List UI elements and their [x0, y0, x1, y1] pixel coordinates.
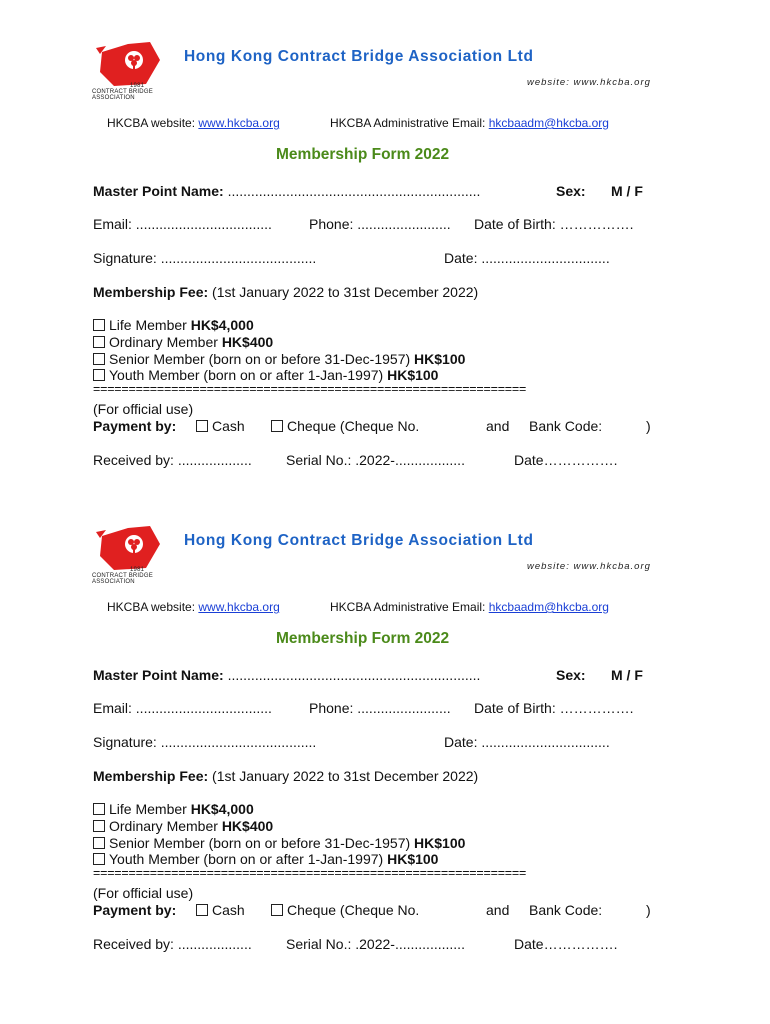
checkbox[interactable] [271, 420, 283, 432]
and-label: and [486, 418, 510, 434]
logo-caption [92, 83, 182, 101]
checkbox[interactable] [196, 420, 208, 432]
and-label: and [486, 902, 510, 918]
logo-caption-text: CONTRACT BRIDGE ASSOCIATION [92, 89, 153, 101]
dob-field[interactable]: Date of Birth: ……………. [474, 700, 634, 716]
phone-field[interactable]: Phone: ........................ [309, 700, 451, 716]
website-line [107, 116, 280, 130]
close-paren: ) [646, 418, 651, 434]
org-website-banner: website: www.hkcba.org [527, 77, 651, 88]
option-youth-member[interactable] [93, 367, 438, 383]
form-title: Membership Form 2022 [276, 146, 450, 163]
website-label: HKCBA website: [107, 600, 196, 614]
master-point-field[interactable] [93, 183, 480, 199]
master-point-label: Master Point Name: [93, 183, 224, 199]
website-link[interactable]: www.hkcba.org [198, 600, 280, 614]
sex-options[interactable]: M / F [611, 183, 643, 199]
option-price: HK$4,000 [190, 317, 254, 333]
sex-options[interactable]: M / F [611, 667, 643, 683]
option-label: Youth Member (born on or after 1-Jan-1997) [109, 851, 388, 867]
checkbox[interactable] [93, 336, 105, 348]
website-label: HKCBA website: [107, 116, 196, 130]
serial-no-field[interactable]: Serial No.: .2022-.................. [286, 936, 465, 952]
checkbox[interactable] [93, 837, 105, 849]
official-date-field[interactable]: Date……………. [514, 452, 618, 468]
payment-label: Payment by: [93, 902, 177, 918]
option-ordinary-member[interactable] [93, 334, 273, 350]
phone-field[interactable]: Phone: ........................ [309, 216, 451, 232]
separator: ============================================================= [93, 866, 527, 880]
membership-fee-line [93, 284, 478, 300]
checkbox[interactable] [93, 353, 105, 365]
membership-fee-line [93, 768, 478, 784]
cash-option[interactable]: Cash [196, 418, 245, 434]
email-link[interactable]: hkcbaadm@hkcba.org [488, 600, 609, 614]
logo-caption-year: 1981 [130, 567, 145, 573]
cheque-option[interactable]: Cheque (Cheque No. [271, 418, 419, 434]
cheque-option[interactable]: Cheque (Cheque No. [271, 902, 419, 918]
option-label: Senior Member (born on or before 31-Dec-1957) [109, 835, 415, 851]
membership-form-1 [0, 0, 770, 484]
fee-label: Membership Fee: [93, 768, 209, 784]
checkbox[interactable] [93, 803, 105, 815]
payment-label: Payment by: [93, 418, 177, 434]
option-senior-member[interactable] [93, 351, 465, 367]
sex-label: Sex: [556, 183, 586, 199]
checkbox[interactable] [271, 904, 283, 916]
email-label: HKCBA Administrative Email: [330, 600, 486, 614]
option-price: HK$400 [221, 818, 274, 834]
website-line [107, 600, 280, 614]
received-by-field[interactable]: Received by: ................... [93, 936, 252, 952]
org-name: Hong Kong Contract Bridge Association Ltd [184, 48, 534, 65]
option-price: HK$100 [387, 367, 439, 383]
option-label: Life Member [109, 317, 191, 333]
option-label: Ordinary Member [109, 818, 222, 834]
master-point-field[interactable] [93, 667, 480, 683]
option-price: HK$4,000 [190, 801, 254, 817]
option-price: HK$100 [414, 351, 466, 367]
membership-form-2 [0, 484, 770, 968]
checkbox[interactable] [93, 369, 105, 381]
master-point-dots: ................................................................. [223, 667, 481, 683]
cash-option[interactable]: Cash [196, 902, 245, 918]
checkbox[interactable] [196, 904, 208, 916]
option-label: Youth Member (born on or after 1-Jan-1997) [109, 367, 388, 383]
option-life-member[interactable] [93, 317, 254, 333]
fee-period: (1st January 2022 to 31st December 2022) [208, 768, 479, 784]
fee-label: Membership Fee: [93, 284, 209, 300]
email-field[interactable]: Email: ................................... [93, 700, 272, 716]
official-use-label: (For official use) [93, 401, 194, 417]
separator: ============================================================= [93, 382, 527, 396]
form-title: Membership Form 2022 [276, 630, 450, 647]
option-label: Life Member [109, 801, 191, 817]
checkbox[interactable] [93, 853, 105, 865]
logo-caption-text: CONTRACT BRIDGE ASSOCIATION [92, 573, 153, 585]
email-line [330, 116, 609, 130]
logo-caption-year: 1981 [130, 83, 145, 89]
option-ordinary-member[interactable] [93, 818, 273, 834]
email-field[interactable]: Email: ................................... [93, 216, 272, 232]
checkbox[interactable] [93, 319, 105, 331]
logo-caption [92, 567, 182, 585]
dob-field[interactable]: Date of Birth: ……………. [474, 216, 634, 232]
bank-code-label: Bank Code: [529, 418, 603, 434]
option-senior-member[interactable] [93, 835, 465, 851]
email-label: HKCBA Administrative Email: [330, 116, 486, 130]
signature-field[interactable]: Signature: ........................................ [93, 734, 317, 750]
official-date-field[interactable]: Date……………. [514, 936, 618, 952]
checkbox[interactable] [93, 820, 105, 832]
option-label: Ordinary Member [109, 334, 222, 350]
website-link[interactable]: www.hkcba.org [198, 116, 280, 130]
received-by-field[interactable]: Received by: ................... [93, 452, 252, 468]
official-use-label: (For official use) [93, 885, 194, 901]
master-point-label: Master Point Name: [93, 667, 224, 683]
date-field[interactable]: Date: ................................. [444, 734, 610, 750]
sex-label: Sex: [556, 667, 586, 683]
fee-period: (1st January 2022 to 31st December 2022) [208, 284, 479, 300]
date-field[interactable]: Date: ................................. [444, 250, 610, 266]
org-website-banner: website: www.hkcba.org [527, 561, 651, 572]
close-paren: ) [646, 902, 651, 918]
option-label: Senior Member (born on or before 31-Dec-1957) [109, 351, 415, 367]
option-price: HK$400 [221, 334, 274, 350]
option-price: HK$100 [414, 835, 466, 851]
signature-field[interactable]: Signature: ........................................ [93, 250, 317, 266]
option-youth-member[interactable] [93, 851, 438, 867]
email-line [330, 600, 609, 614]
bank-code-label: Bank Code: [529, 902, 603, 918]
option-life-member[interactable] [93, 801, 254, 817]
option-price: HK$100 [387, 851, 439, 867]
master-point-dots: ................................................................. [223, 183, 481, 199]
serial-no-field[interactable]: Serial No.: .2022-.................. [286, 452, 465, 468]
email-link[interactable]: hkcbaadm@hkcba.org [488, 116, 609, 130]
org-name: Hong Kong Contract Bridge Association Ltd [184, 532, 534, 549]
